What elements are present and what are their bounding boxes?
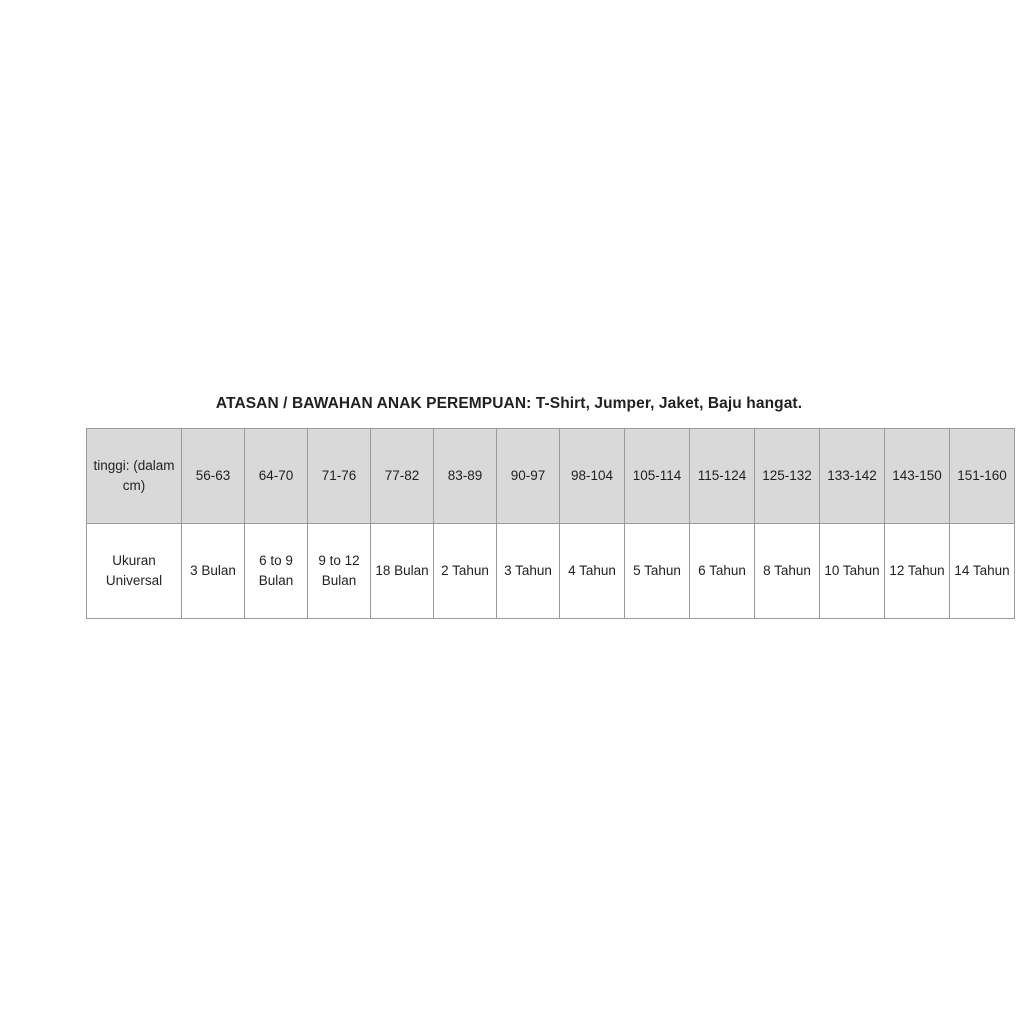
height-cell-13: 151-160 [950, 429, 1015, 524]
height-cell-7: 98-104 [560, 429, 625, 524]
height-cell-6: 90-97 [497, 429, 560, 524]
size-cell-1: 3 Bulan [182, 524, 245, 619]
height-cell-12: 143-150 [885, 429, 950, 524]
size-cell-10: 8 Tahun [755, 524, 820, 619]
height-cell-5: 83-89 [434, 429, 497, 524]
row-label-height: tinggi: (dalam cm) [87, 429, 182, 524]
height-cell-3: 71-76 [308, 429, 371, 524]
size-cell-12: 12 Tahun [885, 524, 950, 619]
table-row [87, 524, 1015, 619]
size-cell-11: 10 Tahun [820, 524, 885, 619]
size-cell-3: 9 to 12 Bulan [308, 524, 371, 619]
size-cell-5: 2 Tahun [434, 524, 497, 619]
height-cell-1: 56-63 [182, 429, 245, 524]
height-cell-10: 125-132 [755, 429, 820, 524]
height-cell-8: 105-114 [625, 429, 690, 524]
size-chart-block [86, 395, 1010, 619]
size-cell-13: 14 Tahun [950, 524, 1015, 619]
table-row [87, 429, 1015, 524]
size-cell-6: 3 Tahun [497, 524, 560, 619]
height-cell-4: 77-82 [371, 429, 434, 524]
size-cell-4: 18 Bulan [371, 524, 434, 619]
height-cell-11: 133-142 [820, 429, 885, 524]
size-cell-2: 6 to 9 Bulan [245, 524, 308, 619]
height-cell-9: 115-124 [690, 429, 755, 524]
size-cell-8: 5 Tahun [625, 524, 690, 619]
size-chart-table [86, 428, 1015, 619]
row-label-size: Ukuran Universal [87, 524, 182, 619]
height-cell-2: 64-70 [245, 429, 308, 524]
page-title: ATASAN / BAWAHAN ANAK PEREMPUAN: T-Shirt, Jumper, Jaket, Baju hangat. [215, 395, 803, 412]
size-cell-9: 6 Tahun [690, 524, 755, 619]
size-cell-7: 4 Tahun [560, 524, 625, 619]
